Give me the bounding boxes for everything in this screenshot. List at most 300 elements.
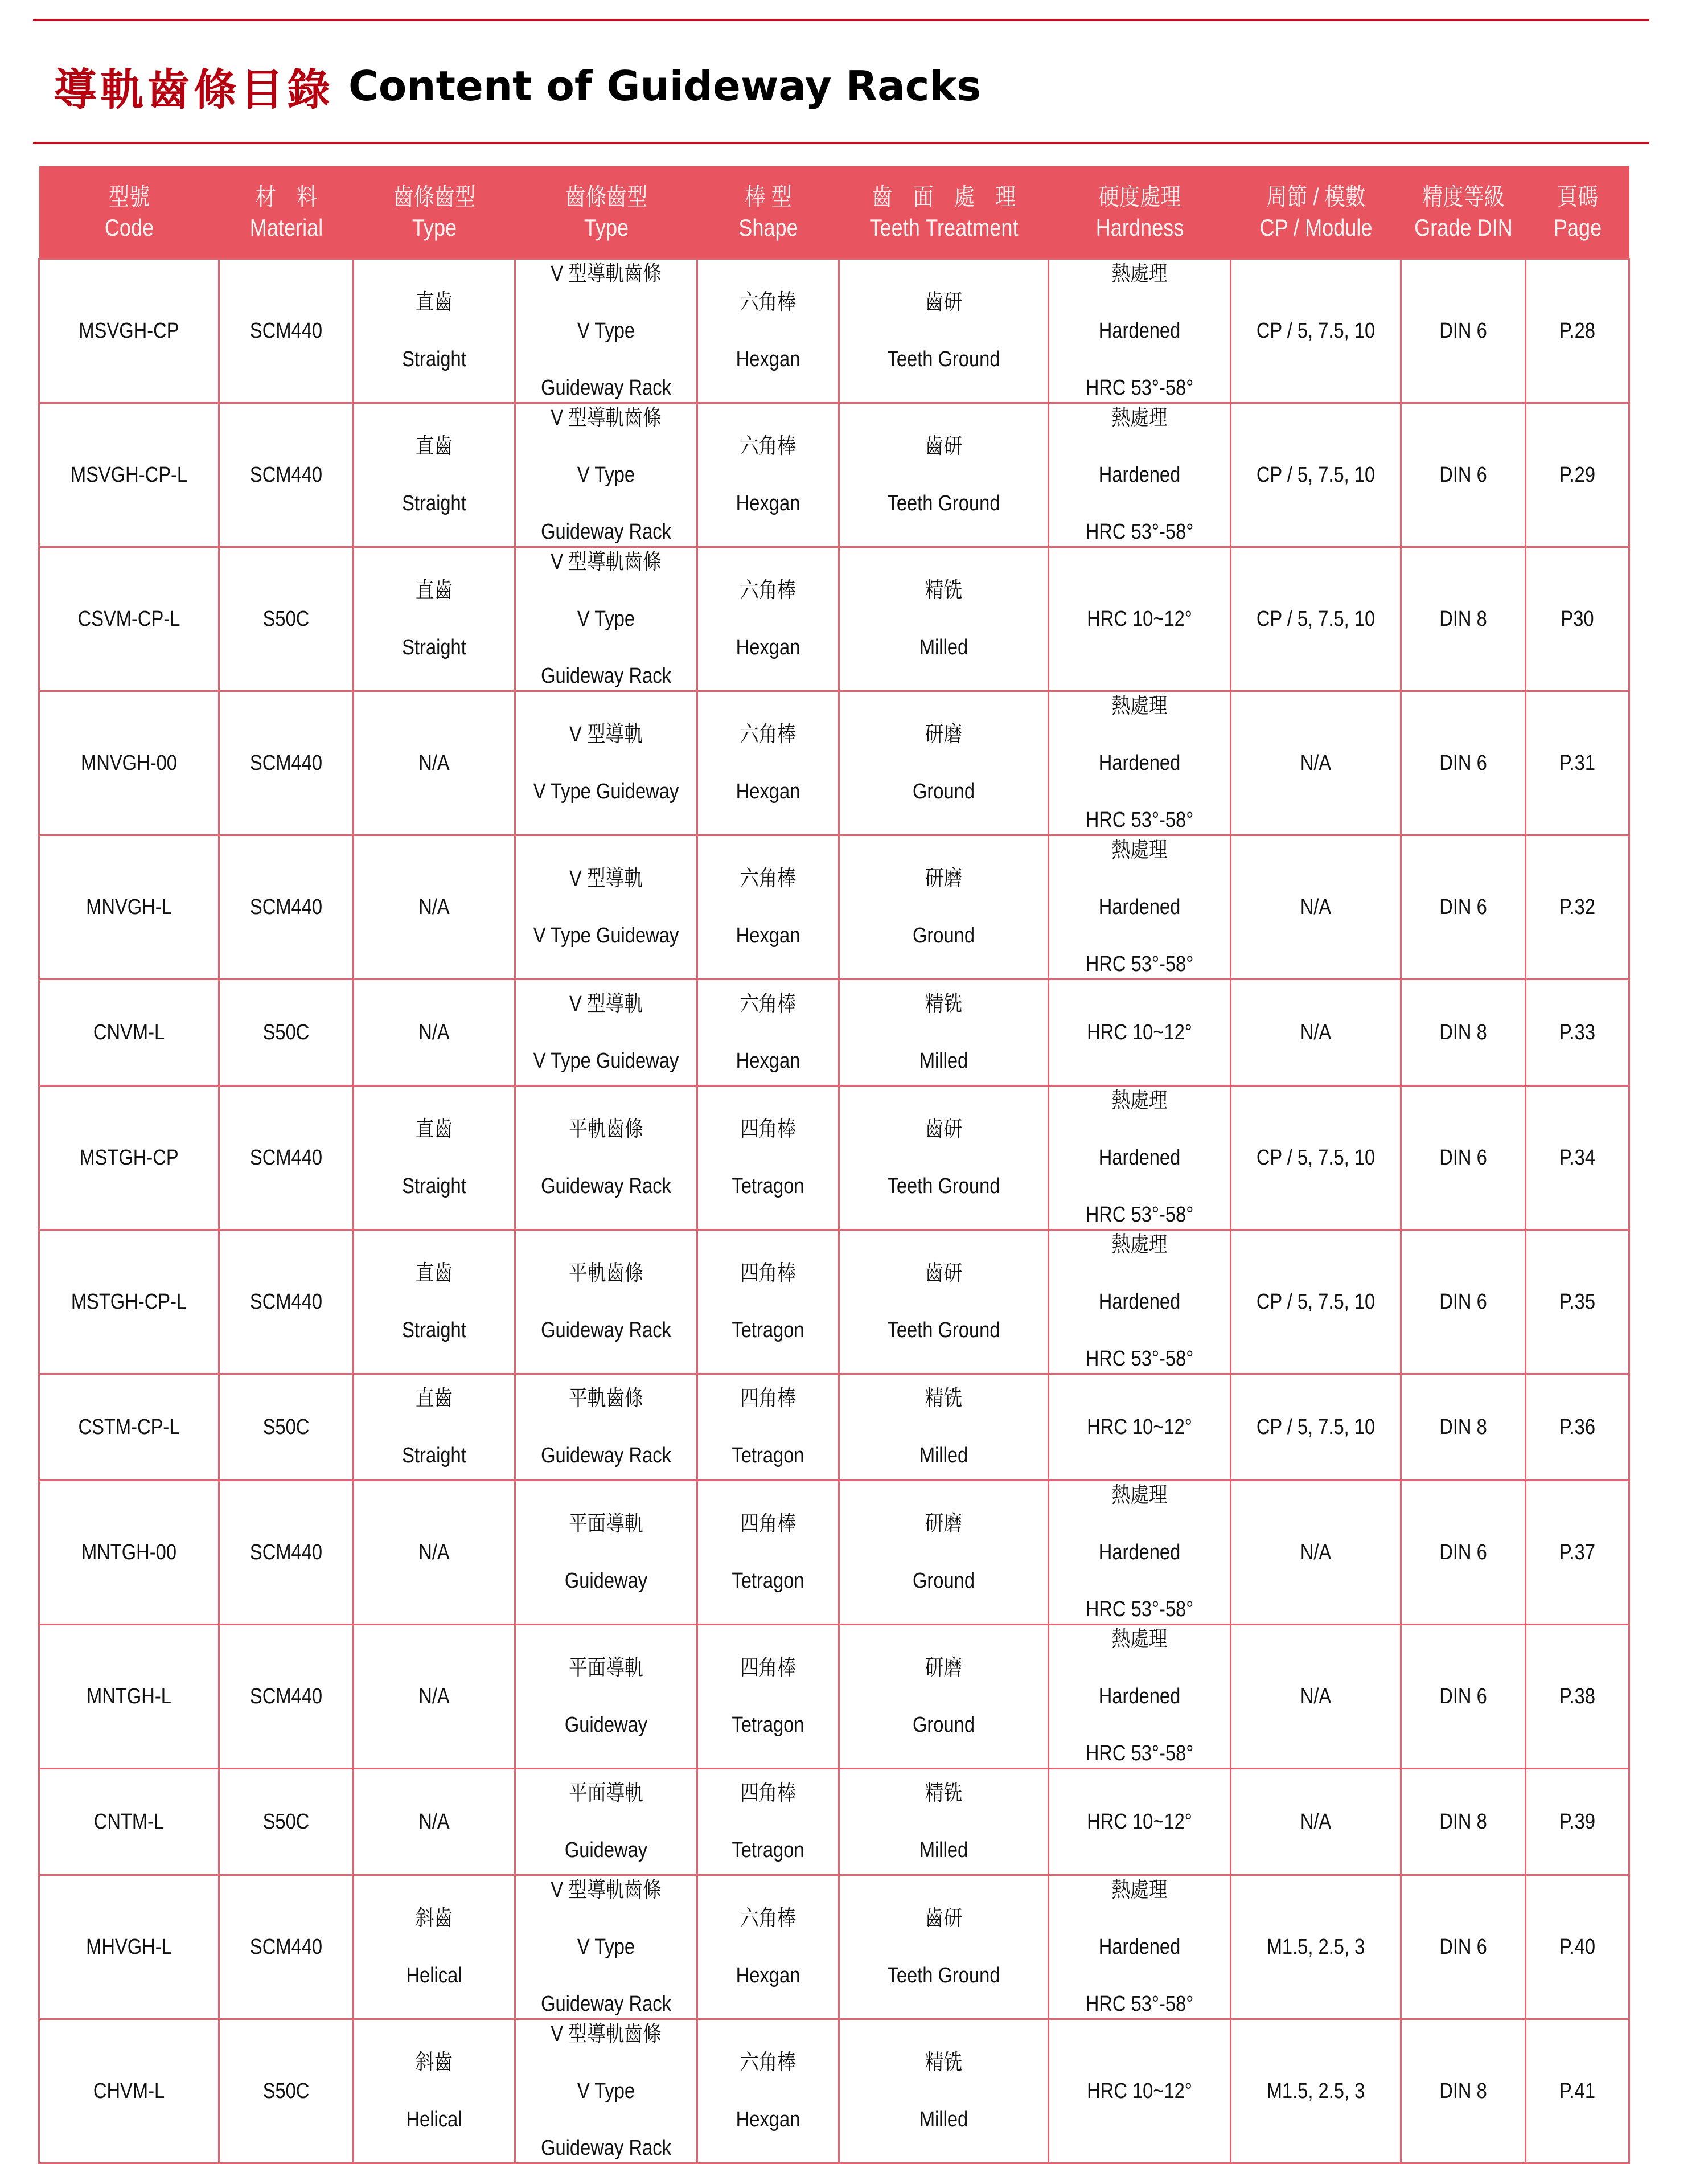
cell-grade-din [1401,1086,1526,1230]
cell-shape-shape-zh: 六角棒 [740,723,796,747]
cell-shape-shape-zh: 六角棒 [740,2051,796,2075]
cell-cp-module [1231,259,1401,403]
cell-tooth-type-tooth-zh: N/A [418,1685,450,1708]
cell-code-code: CNTM-L [93,1810,165,1834]
cell-cp-module [1231,691,1401,835]
cell-page[interactable] [1526,2019,1629,2163]
cell-cp-module [1231,1769,1401,1875]
cell-rack-type-type-zh: 平面導軌 [569,1781,643,1805]
cell-code-code: MSTGH-CP-L [71,1290,187,1314]
cell-shape-shape-en: Tetragon [732,1569,804,1593]
cell-code [39,1230,219,1374]
cell-teeth-treatment-treat-en: Teeth Ground [887,1318,1000,1342]
cell-cp-module-cp: CP / 5, 7.5, 10 [1256,1415,1376,1439]
cell-shape [697,2019,839,2163]
cell-code-code: MSTGH-CP [79,1146,179,1170]
cell-page-page: P.35 [1559,1290,1596,1314]
table-row [39,1374,1629,1481]
cell-teeth-treatment-treat-zh: 齒研 [925,435,963,458]
cell-teeth-treatment-treat-en: Teeth Ground [887,1174,1000,1198]
cell-shape-shape-zh: 六角棒 [740,992,796,1016]
cell-rack-type [515,1481,697,1625]
cell-grade-din-grade: DIN 8 [1439,2079,1487,2103]
cell-code-code: CNVM-L [93,1020,165,1044]
cell-hardness-hard-zh: 熱處理 [1111,838,1168,862]
cell-code [39,1625,219,1769]
header-page: 頁碼 Page [1526,166,1629,259]
cell-material-material: SCM440 [249,751,323,775]
cell-tooth-type [354,1374,515,1481]
cell-teeth-treatment-treat-zh: 精铣 [925,2051,963,2075]
cell-rack-type-type-en2: Guideway Rack [541,664,671,688]
cell-hardness-hard-en1: Hardened [1098,1540,1181,1564]
cell-material-material: SCM440 [249,319,323,343]
cell-code-code: MNVGH-00 [81,751,177,775]
cell-teeth-treatment [839,547,1049,691]
cell-rack-type-type-en1: Guideway Rack [541,1444,671,1468]
cell-tooth-type-tooth-zh: 斜齒 [415,1907,453,1931]
cell-hardness-hard-en1: Hardened [1098,751,1181,775]
header-grade-din: 精度等級 Grade DIN [1401,166,1526,259]
cell-hardness-hard-en1: Hardened [1098,1290,1181,1314]
cell-teeth-treatment-treat-en: Teeth Ground [887,491,1000,515]
cell-hardness-hard-en2: HRC 53°-58° [1085,1597,1194,1621]
cell-hardness-hard-en1: Hardened [1098,463,1181,487]
cell-shape-shape-zh: 六角棒 [740,290,796,314]
header-rack-type: 齒條齒型 Type [515,166,697,259]
cell-rack-type-type-en1: V Type Guideway [533,1049,679,1073]
cell-page-page: P.28 [1559,319,1596,343]
cell-page-page: P.33 [1559,1020,1596,1044]
cell-tooth-type [354,1230,515,1374]
cell-grade-din-grade: DIN 8 [1439,1415,1487,1439]
cell-hardness [1049,403,1231,547]
cell-shape-shape-zh: 四角棒 [740,1387,796,1411]
cell-tooth-type-tooth-en: Helical [406,2108,462,2132]
cell-page[interactable] [1526,1086,1629,1230]
cell-hardness-hard-en1: Hardened [1098,1685,1181,1708]
cell-page-page: P.36 [1559,1415,1596,1439]
cell-page-page: P.29 [1559,463,1596,487]
cell-hardness [1049,691,1231,835]
cell-tooth-type-tooth-en: Straight [402,1174,466,1198]
cell-page-page: P.31 [1559,751,1596,775]
cell-cp-module-cp: N/A [1300,751,1332,775]
cell-hardness-hard-en1: HRC 10~12° [1087,2079,1192,2103]
cell-cp-module-cp: N/A [1300,895,1332,919]
cell-material [219,547,354,691]
cell-grade-din [1401,1230,1526,1374]
cell-rack-type-type-en1: V Type [577,607,635,631]
cell-rack-type-type-zh: 平軌齒條 [569,1387,643,1411]
cell-code-code: CHVM-L [93,2079,165,2103]
cell-shape [697,1086,839,1230]
cell-hardness-hard-en2: HRC 53°-58° [1085,520,1194,544]
cell-shape-shape-zh: 四角棒 [740,1512,796,1536]
header-shape: 棒 型 Shape [697,166,839,259]
table-row [39,1481,1629,1625]
cell-shape-shape-en: Hexgan [736,2108,800,2132]
cell-teeth-treatment-treat-en: Milled [919,1444,968,1468]
cell-teeth-treatment [839,1625,1049,1769]
cell-hardness [1049,547,1231,691]
cell-tooth-type-tooth-zh: 直齒 [415,435,453,458]
cell-rack-type-type-en1: Guideway Rack [541,1318,671,1342]
cell-tooth-type [354,979,515,1086]
cell-page[interactable] [1526,1230,1629,1374]
cell-tooth-type-tooth-zh: N/A [418,1540,450,1564]
cell-code [39,1086,219,1230]
cell-material-material: S50C [262,607,310,631]
cell-material-material: SCM440 [249,1540,323,1564]
cell-teeth-treatment-treat-zh: 齒研 [925,1261,963,1285]
cell-teeth-treatment [839,979,1049,1086]
cell-tooth-type [354,1481,515,1625]
cell-cp-module [1231,1875,1401,2019]
cell-shape-shape-en: Hexgan [736,780,800,804]
cell-rack-type-type-en1: Guideway Rack [541,1174,671,1198]
cell-hardness [1049,1374,1231,1481]
cell-grade-din [1401,835,1526,979]
cell-hardness [1049,1086,1231,1230]
cell-grade-din-grade: DIN 6 [1439,1685,1487,1708]
cell-material-material: S50C [262,1020,310,1044]
cell-grade-din-grade: DIN 6 [1439,319,1487,343]
cell-code [39,835,219,979]
cell-material [219,2019,354,2163]
page-title [54,55,981,117]
cell-tooth-type-tooth-en: Straight [402,491,466,515]
cell-tooth-type [354,1769,515,1875]
cell-material-material: SCM440 [249,895,323,919]
cell-code [39,403,219,547]
cell-cp-module-cp: CP / 5, 7.5, 10 [1256,1146,1376,1170]
cell-tooth-type [354,1625,515,1769]
cell-shape-shape-en: Hexgan [736,1049,800,1073]
cell-hardness-hard-en2: HRC 53°-58° [1085,376,1194,400]
cell-shape-shape-en: Tetragon [732,1713,804,1737]
cell-cp-module [1231,1625,1401,1769]
cell-shape [697,1875,839,2019]
cell-page-page: P.34 [1559,1146,1596,1170]
cell-tooth-type [354,259,515,403]
cell-code [39,979,219,1086]
cell-hardness-hard-en2: HRC 53°-58° [1085,1741,1194,1765]
cell-material [219,979,354,1086]
cell-material-material: SCM440 [249,1935,323,1959]
cell-shape-shape-en: Hexgan [736,491,800,515]
cell-grade-din [1401,2019,1526,2163]
cell-grade-din [1401,259,1526,403]
header-cp-module: 周節 / 模數 CP / Module [1231,166,1401,259]
cell-rack-type-type-en2: Guideway Rack [541,2136,671,2160]
cell-cp-module-cp: N/A [1300,1020,1332,1044]
cell-page[interactable] [1526,691,1629,835]
cell-hardness-hard-en2: HRC 53°-58° [1085,808,1194,832]
cell-code [39,1769,219,1875]
cell-rack-type [515,1875,697,2019]
cell-rack-type-type-en1: Guideway [564,1569,648,1593]
cell-grade-din [1401,979,1526,1086]
cell-hardness-hard-en1: HRC 10~12° [1087,1020,1192,1044]
cell-shape-shape-zh: 六角棒 [740,435,796,458]
cell-tooth-type-tooth-zh: 直齒 [415,579,453,603]
cell-grade-din [1401,1875,1526,2019]
cell-shape [697,691,839,835]
cell-teeth-treatment [839,1230,1049,1374]
cell-shape-shape-zh: 六角棒 [740,867,796,891]
table-row [39,691,1629,835]
cell-cp-module [1231,2019,1401,2163]
cell-teeth-treatment [839,2019,1049,2163]
cell-grade-din [1401,547,1526,691]
cell-shape [697,259,839,403]
cell-cp-module-cp: CP / 5, 7.5, 10 [1256,463,1376,487]
cell-tooth-type [354,691,515,835]
header-teeth-treatment: 齒 面 處 理 Teeth Treatment [839,166,1049,259]
cell-tooth-type-tooth-zh: N/A [418,1020,450,1044]
cell-material [219,1875,354,2019]
cell-material [219,1769,354,1875]
cell-teeth-treatment [839,1086,1049,1230]
cell-teeth-treatment [839,1481,1049,1625]
cell-shape-shape-en: Hexgan [736,636,800,659]
cell-tooth-type [354,1875,515,2019]
table-row [39,835,1629,979]
cell-material [219,1374,354,1481]
cell-tooth-type-tooth-en: Straight [402,1444,466,1468]
cell-shape-shape-en: Tetragon [732,1838,804,1862]
cell-shape [697,547,839,691]
cell-tooth-type [354,1086,515,1230]
cell-hardness-hard-en1: Hardened [1098,895,1181,919]
cell-page-page: P.37 [1559,1540,1596,1564]
cell-teeth-treatment-treat-zh: 精铣 [925,1781,963,1805]
cell-teeth-treatment [839,259,1049,403]
cell-cp-module [1231,403,1401,547]
cell-rack-type-type-zh: V 型導軌 [569,992,643,1016]
cell-page[interactable] [1526,403,1629,547]
cell-rack-type-type-zh: V 型導軌 [569,867,643,891]
cell-grade-din-grade: DIN 6 [1439,751,1487,775]
cell-page[interactable] [1526,835,1629,979]
cell-hardness [1049,1230,1231,1374]
cell-code [39,1875,219,2019]
cell-teeth-treatment-treat-en: Ground [912,1713,975,1737]
cell-grade-din-grade: DIN 8 [1439,1020,1487,1044]
cell-hardness-hard-zh: 熱處理 [1111,1628,1168,1651]
cell-teeth-treatment-treat-zh: 精铣 [925,1387,963,1411]
table-row [39,1875,1629,2019]
cell-rack-type-type-en1: V Type [577,1935,635,1959]
cell-shape [697,403,839,547]
cell-page[interactable] [1526,1875,1629,2019]
table-row [39,1086,1629,1230]
cell-shape-shape-en: Tetragon [732,1318,804,1342]
cell-shape-shape-zh: 四角棒 [740,1656,796,1680]
table-row [39,547,1629,691]
cell-hardness-hard-zh: 熱處理 [1111,1089,1168,1113]
header-code: 型號 Code [39,166,219,259]
cell-cp-module [1231,979,1401,1086]
cell-rack-type-type-en2: Guideway Rack [541,1992,671,2016]
cell-tooth-type-tooth-en: Straight [402,636,466,659]
cell-material-material: SCM440 [249,1290,323,1314]
cell-shape-shape-en: Hexgan [736,1964,800,1987]
cell-teeth-treatment [839,403,1049,547]
cell-code-code: CSVM-CP-L [77,607,180,631]
cell-material-material: SCM440 [249,1146,323,1170]
cell-page-page: P.41 [1559,2079,1596,2103]
cell-material [219,1230,354,1374]
cell-teeth-treatment-treat-en: Milled [919,1049,968,1073]
cell-rack-type-type-en1: V Type Guideway [533,924,679,948]
cell-page-page: P.40 [1559,1935,1596,1959]
cell-rack-type-type-zh: V 型導軌 [569,723,643,747]
cell-shape [697,979,839,1086]
cell-teeth-treatment-treat-zh: 精铣 [925,579,963,603]
cell-cp-module-cp: N/A [1300,1810,1332,1834]
cell-grade-din [1401,1625,1526,1769]
page-title-zh: 導軌齒條目錄 [54,64,334,115]
cell-grade-din [1401,403,1526,547]
cell-rack-type-type-zh: V 型導軌齒條 [551,2022,662,2046]
cell-page[interactable] [1526,1625,1629,1769]
cell-shape [697,835,839,979]
cell-grade-din-grade: DIN 6 [1439,1146,1487,1170]
cell-grade-din-grade: DIN 6 [1439,1540,1487,1564]
cell-code-code: MSVGH-CP-L [70,463,188,487]
cell-tooth-type-tooth-en: Straight [402,1318,466,1342]
cell-teeth-treatment-treat-en: Ground [912,1569,975,1593]
cell-page[interactable] [1526,1374,1629,1481]
cell-page[interactable] [1526,979,1629,1086]
cell-rack-type-type-zh: 平面導軌 [569,1512,643,1536]
cell-tooth-type-tooth-zh: N/A [418,895,450,919]
cell-rack-type-type-en1: V Type [577,2079,635,2103]
cell-tooth-type [354,2019,515,2163]
cell-hardness-hard-en1: Hardened [1098,1146,1181,1170]
cell-material-material: SCM440 [249,1685,323,1708]
cell-rack-type [515,403,697,547]
cell-tooth-type-tooth-en: Straight [402,347,466,371]
cell-material [219,1625,354,1769]
cell-rack-type-type-zh: V 型導軌齒條 [551,550,662,574]
cell-hardness-hard-zh: 熱處理 [1111,262,1168,286]
cell-page[interactable] [1526,259,1629,403]
cell-teeth-treatment-treat-zh: 精铣 [925,992,963,1016]
cell-rack-type-type-en1: V Type [577,463,635,487]
cell-hardness [1049,979,1231,1086]
title-underline-rule [33,142,1649,144]
cell-hardness [1049,835,1231,979]
cell-grade-din [1401,1481,1526,1625]
cell-teeth-treatment-treat-en: Teeth Ground [887,1964,1000,1987]
cell-teeth-treatment-treat-en: Milled [919,1838,968,1862]
cell-hardness [1049,1769,1231,1875]
cell-teeth-treatment [839,691,1049,835]
cell-rack-type-type-zh: V 型導軌齒條 [551,406,662,430]
cell-shape-shape-zh: 六角棒 [740,1907,796,1931]
cell-material [219,403,354,547]
table-row [39,979,1629,1086]
cell-hardness-hard-zh: 熱處理 [1111,1878,1168,1902]
cell-tooth-type-tooth-zh: N/A [418,751,450,775]
table-row [39,2019,1629,2163]
cell-cp-module [1231,835,1401,979]
cell-teeth-treatment-treat-zh: 研磨 [925,1656,963,1680]
cell-hardness-hard-en1: Hardened [1098,1935,1181,1959]
cell-rack-type [515,1769,697,1875]
cell-material [219,259,354,403]
cell-page[interactable] [1526,1769,1629,1875]
cell-hardness-hard-en2: HRC 53°-58° [1085,1347,1194,1371]
cell-code-code: CSTM-CP-L [78,1415,180,1439]
cell-page-page: P.38 [1559,1685,1596,1708]
cell-tooth-type-tooth-en: Helical [406,1964,462,1987]
cell-teeth-treatment-treat-en: Milled [919,636,968,659]
cell-teeth-treatment-treat-zh: 齒研 [925,290,963,314]
cell-grade-din-grade: DIN 8 [1439,1810,1487,1834]
cell-shape-shape-en: Hexgan [736,347,800,371]
cell-hardness [1049,259,1231,403]
cell-rack-type-type-en1: V Type Guideway [533,780,679,804]
cell-grade-din [1401,1769,1526,1875]
cell-shape-shape-zh: 六角棒 [740,579,796,603]
cell-tooth-type-tooth-zh: 直齒 [415,1387,453,1411]
cell-rack-type [515,1086,697,1230]
cell-hardness [1049,1481,1231,1625]
cell-shape [697,1374,839,1481]
table-header-row [39,166,1629,259]
table-row [39,1230,1629,1374]
cell-rack-type-type-zh: 平軌齒條 [569,1261,643,1285]
cell-rack-type-type-en1: Guideway [564,1713,648,1737]
cell-material-material: S50C [262,1415,310,1439]
cell-code-code: MSVGH-CP [79,319,179,343]
cell-rack-type [515,1374,697,1481]
cell-hardness-hard-zh: 熱處理 [1111,1483,1168,1507]
cell-teeth-treatment-treat-zh: 研磨 [925,723,963,747]
cell-code [39,1481,219,1625]
cell-page[interactable] [1526,1481,1629,1625]
cell-cp-module [1231,1374,1401,1481]
cell-grade-din [1401,1374,1526,1481]
cell-shape-shape-zh: 四角棒 [740,1117,796,1141]
top-rule [33,19,1649,21]
cell-shape [697,1230,839,1374]
cell-hardness-hard-zh: 熱處理 [1111,1233,1168,1257]
cell-grade-din-grade: DIN 6 [1439,1290,1487,1314]
table-row [39,1625,1629,1769]
cell-hardness-hard-zh: 熱處理 [1111,406,1168,430]
cell-teeth-treatment-treat-en: Milled [919,2108,968,2132]
cell-code-code: MNTGH-L [87,1685,171,1708]
cell-hardness [1049,1625,1231,1769]
cell-teeth-treatment-treat-zh: 研磨 [925,867,963,891]
header-tooth-type: 齒條齒型 Type [354,166,515,259]
cell-rack-type [515,547,697,691]
cell-rack-type-type-en2: Guideway Rack [541,520,671,544]
cell-hardness-hard-en1: Hardened [1098,319,1181,343]
cell-teeth-treatment-treat-zh: 研磨 [925,1512,963,1536]
cell-tooth-type-tooth-zh: N/A [418,1810,450,1834]
cell-rack-type-type-zh: 平軌齒條 [569,1117,643,1141]
cell-teeth-treatment-treat-en: Ground [912,780,975,804]
cell-tooth-type [354,835,515,979]
cell-page[interactable] [1526,547,1629,691]
page-title-en: Content of Guideway Racks [348,62,982,110]
